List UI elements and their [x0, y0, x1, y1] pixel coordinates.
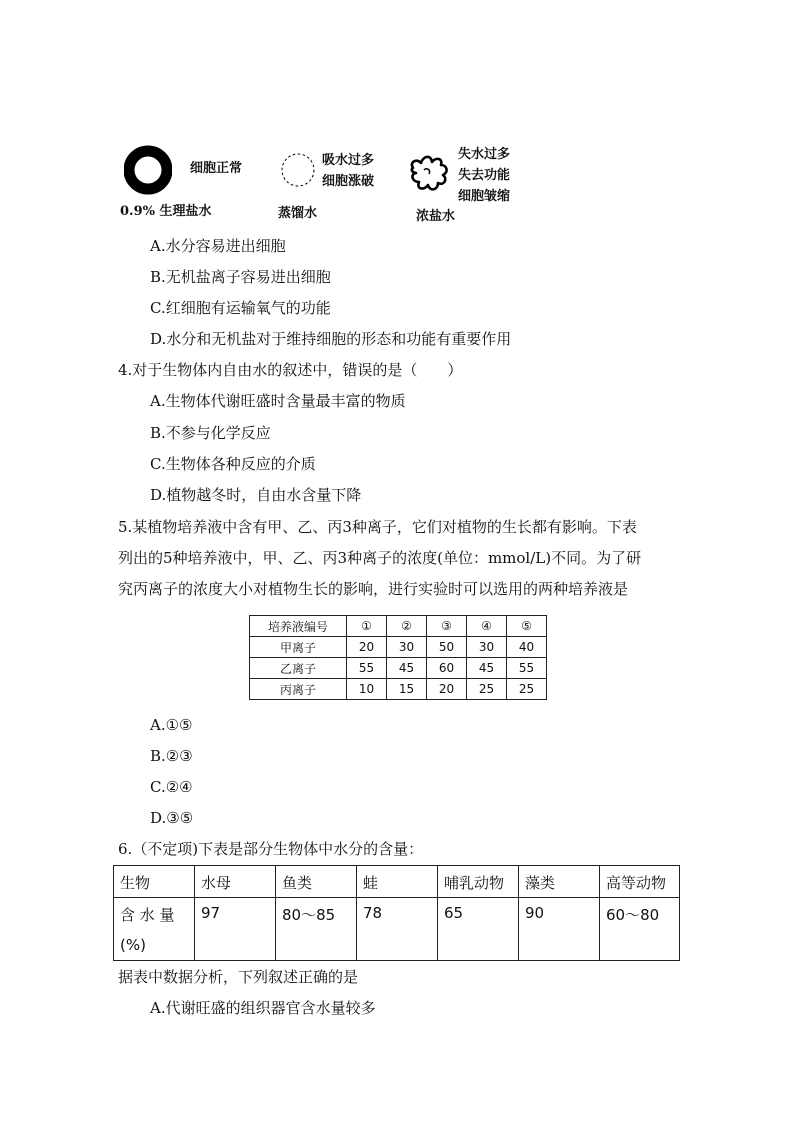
q6-stem: 6.（不定项)下表是部分生物体中水分的含量： [118, 840, 424, 858]
table-cell: 30 [467, 637, 507, 658]
normal-cell-caption: 细胞正常 [190, 161, 243, 176]
table-header-cell: 培养液编号 [250, 616, 347, 637]
table-header-cell: 藻类 [519, 866, 600, 898]
salt-water-label: 浓盐水 [416, 209, 456, 224]
table-cell: 20 [347, 637, 387, 658]
shrunk-cell-caption-2: 失去功能 [458, 168, 511, 183]
table-cell: 30 [387, 637, 427, 658]
table-header-row [114, 866, 680, 898]
table-header-cell: 哺乳动物 [438, 866, 519, 898]
table-cell: 25 [507, 679, 547, 700]
table-cell: 40 [507, 637, 547, 658]
q3-option-d: D.水分和无机盐对于维持细胞的形态和功能有重要作用 [150, 330, 512, 348]
q5-stem-line-2: 列出的5种培养液中，甲、乙、丙3种离子的浓度(单位：mmol/L)不同。为了研 [118, 549, 642, 567]
q3-option-c: C.红细胞有运输氧气的功能 [150, 299, 331, 317]
table-cell: 20 [427, 679, 467, 700]
table-header-cell: 高等动物 [600, 866, 680, 898]
table-row-label: 含 水 量 (%) [114, 898, 195, 961]
q5-option-a: A.①⑤ [150, 716, 193, 734]
table-header-cell: ④ [467, 616, 507, 637]
table-cell: 90 [519, 898, 600, 961]
table-header-cell: 鱼类 [276, 866, 357, 898]
table-cell: 65 [438, 898, 519, 961]
table-cell: 15 [387, 679, 427, 700]
q5-option-c: C.②④ [150, 778, 193, 796]
table-header-cell: ① [347, 616, 387, 637]
saline-label: 0.9% 生理盐水 [120, 204, 212, 219]
table-cell: 甲离子 [250, 637, 347, 658]
table-cell: 80～85 [276, 898, 357, 961]
table-header-cell: 水母 [195, 866, 276, 898]
table-cell: 丙离子 [250, 679, 347, 700]
table-cell: 乙离子 [250, 658, 347, 679]
water-content-table [113, 865, 680, 961]
table-cell: 45 [467, 658, 507, 679]
table-cell: 97 [195, 898, 276, 961]
distilled-water-label: 蒸馏水 [278, 206, 318, 221]
q3-option-a: A.水分容易进出细胞 [150, 237, 286, 255]
table-cell: 60 [427, 658, 467, 679]
table-cell: 10 [347, 679, 387, 700]
table-cell: 60～80 [600, 898, 680, 961]
shrunk-cell-icon [405, 148, 457, 198]
q3-option-b: B.无机盐离子容易进出细胞 [150, 268, 331, 286]
q5-stem-line-3: 究丙离子的浓度大小对植物生长的影响，进行实验时可以选用的两种培养液是 [118, 580, 629, 598]
q4-option-a: A.生物体代谢旺盛时含量最丰富的物质 [150, 392, 406, 410]
q4-option-c: C.生物体各种反应的介质 [150, 455, 316, 473]
table-header-cell: ③ [427, 616, 467, 637]
q5-option-d: D.③⑤ [150, 809, 194, 827]
burst-cell-icon [278, 150, 318, 190]
table-cell: 55 [347, 658, 387, 679]
q6-option-a: A.代谢旺盛的组织器官含水量较多 [150, 999, 376, 1017]
burst-cell-caption-1: 吸水过多 [322, 153, 375, 168]
shrunk-cell-caption-1: 失水过多 [458, 147, 511, 162]
q5-option-b: B.②③ [150, 747, 193, 765]
normal-cell-icon [124, 142, 172, 198]
q4-option-d: D.植物越冬时，自由水含量下降 [150, 486, 362, 504]
table-header-cell: ⑤ [507, 616, 547, 637]
table-cell: 50 [427, 637, 467, 658]
table-cell: 78 [357, 898, 438, 961]
table-cell: 45 [387, 658, 427, 679]
q5-stem-line-1: 5.某植物培养液中含有甲、乙、丙3种离子，它们对植物的生长都有影响。下表 [118, 518, 637, 536]
table-header-cell: 蛙 [357, 866, 438, 898]
q4-option-b: B.不参与化学反应 [150, 424, 271, 442]
table-row [114, 898, 680, 961]
table-row [250, 679, 547, 700]
q6-after-text: 据表中数据分析，下列叙述正确的是 [118, 968, 359, 986]
burst-cell-caption-2: 细胞涨破 [322, 174, 375, 189]
table-header-cell: 生物 [114, 866, 195, 898]
table-row [250, 658, 547, 679]
culture-solution-table [249, 615, 547, 700]
table-cell: 25 [467, 679, 507, 700]
table-cell: 55 [507, 658, 547, 679]
shrunk-cell-caption-3: 细胞皱缩 [458, 189, 511, 204]
q4-stem: 4.对于生物体内自由水的叙述中，错误的是（ ） [118, 361, 463, 379]
table-row [250, 637, 547, 658]
table-header-cell: ② [387, 616, 427, 637]
table-header-row [250, 616, 547, 637]
